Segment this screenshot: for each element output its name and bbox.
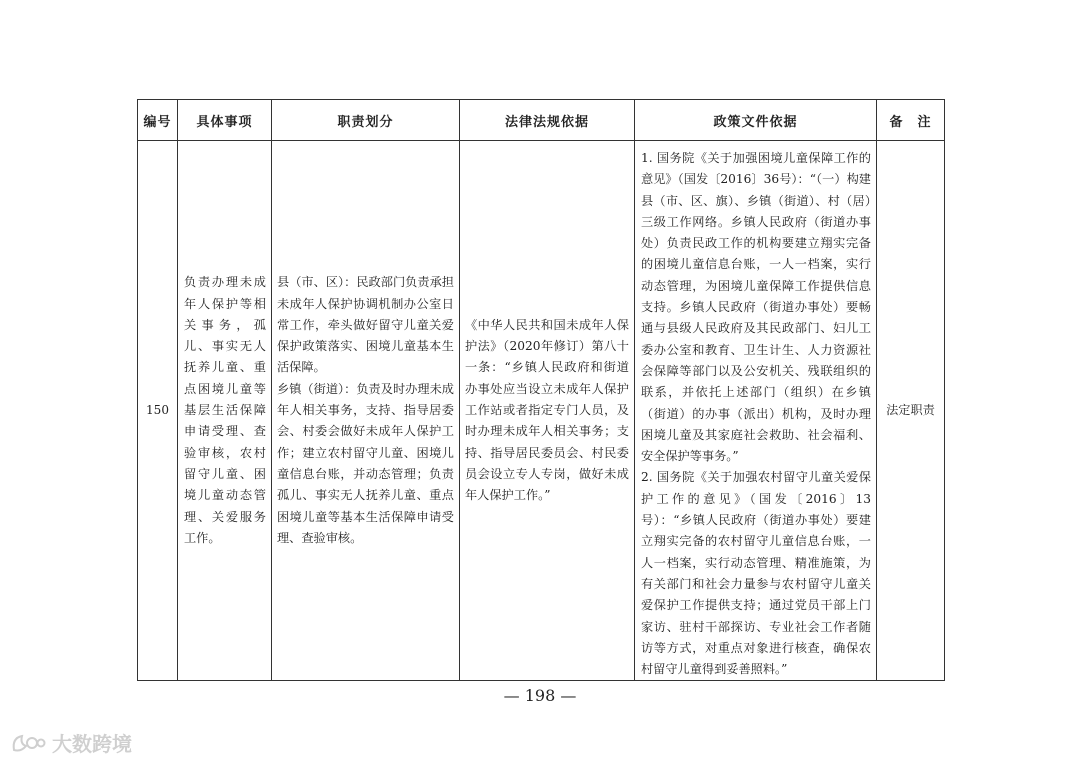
watermark-logo-icon: [10, 732, 46, 754]
row-policy-basis-cell: [635, 141, 877, 681]
watermark-text: 大数跨境: [52, 732, 132, 756]
responsibility-table: [137, 99, 945, 681]
header-legal-basis: 法律法规依据: [460, 100, 635, 141]
row-legal-basis-cell: [460, 141, 635, 681]
header-row: [138, 100, 945, 141]
watermark: [10, 728, 132, 757]
row-specific-item-cell: [178, 141, 272, 681]
header-specific-item: 具体事项: [178, 100, 272, 141]
row-remarks: 法定职责: [877, 141, 945, 681]
page-number: — 198 —: [503, 686, 577, 705]
policy-item-1: 1. 国务院《关于加强困境儿童保障工作的意见》（国发〔2016〕36号）：“（一）构建县（市、区、旗）、乡镇（街道）、村（居）三级工作网络。乡镇人民政府（街道办事处）负责民政工作的机构要建立翔实完备的困境儿童信息台账，一人一档案，实行动态管理，为困境儿童保障工作提供信息支持。乡镇人民政府（街道办事处）要畅通与县级人民政府及其民政部门、妇儿工委办公室和教育、卫生计生、人力资源社会保障等部门以及公安机关、残联组织的联系，并依托上述部门（组织）在乡镇（街道）的办事（派出）机构，及时办理困境儿童及其家庭社会救助、社会福利、安全保护等事务。”: [641, 151, 871, 464]
row-duty-division-cell: [272, 141, 460, 681]
header-remarks: 备 注: [877, 100, 945, 141]
row-number: 150: [138, 141, 178, 681]
row-legal-basis: 《中华人民共和国未成年人保护法》（2020年修订）第八十一条：“乡镇人民政府和街道办事处应当设立未成年人保护工作站或者指定专门人员，及时办理未成年人相关事务；支持、指导居民委员会、村民委员会设立专人专岗，做好未成年人保护工作。”: [465, 317, 629, 503]
header-number: 编号: [138, 100, 178, 141]
table-row: [138, 141, 945, 681]
header-policy-basis: 政策文件依据: [635, 100, 877, 141]
row-specific-item: 负责办理未成年人保护等相关事务，孤儿、事实无人抚养儿童、重点困境儿童等基层生活保障申请受理、查验审核，农村留守儿童、困境儿童动态管理、关爱服务工作。: [184, 275, 266, 545]
header-duty-division: 职责划分: [272, 100, 460, 141]
row-duty-division: 县（市、区）：民政部门负责承担未成年人保护协调机制办公室日常工作，牵头做好留守儿童关爱保护政策落实、困境儿童基本生活保障。 乡镇（街道）：负责及时办理未成年人相关事务，支持、指导居委会、村委会做好未成年人保护工作；建立农村留守儿童、困境儿童信息台账，并动态管理；负责孤儿、事实无人抚养儿童、重点困境儿童等基本生活保障申请受理、查验审核。: [277, 275, 454, 545]
policy-item-2: 2. 国务院《关于加强农村留守儿童关爱保护工作的意见》（国发〔2016〕13号）：“乡镇人民政府（街道办事处）要建立翔实完备的农村留守儿童信息台账，一人一档案，实行动态管理、精准施策，为有关部门和社会力量参与农村留守儿童关爱保护工作提供支持；通过党员干部上门家访、驻村干部探访、专业社会工作者随访等方式，对重点对象进行核查，确保农村留守儿童得到妥善照料。”: [641, 470, 871, 677]
